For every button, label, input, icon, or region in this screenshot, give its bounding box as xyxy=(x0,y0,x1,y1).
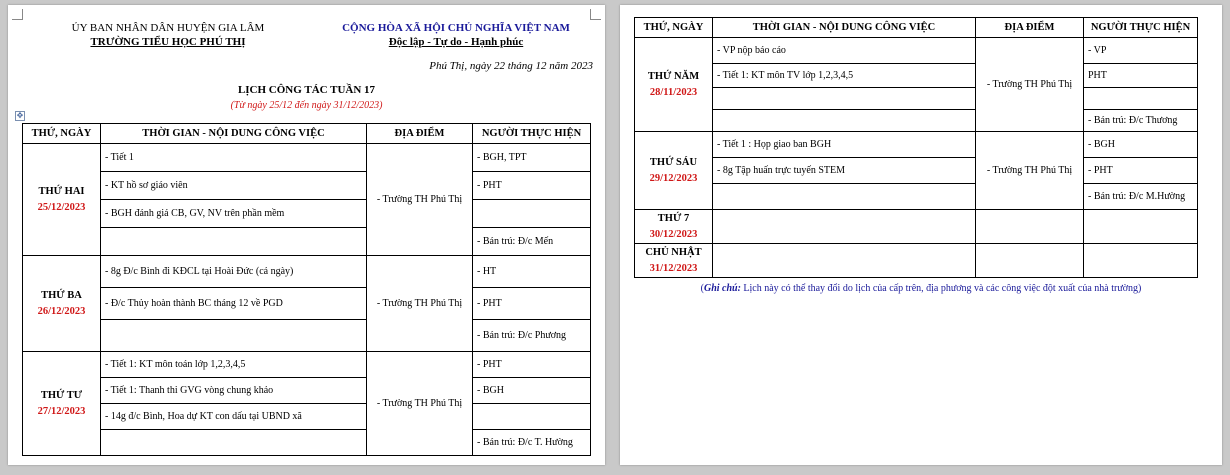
table-row xyxy=(23,430,591,456)
table-row xyxy=(635,38,1198,64)
table-move-handle-icon[interactable]: ✥ xyxy=(16,111,24,120)
task-cell xyxy=(713,184,976,210)
task-cell: - Tiết 1 : Họp giao ban BGH xyxy=(713,132,976,158)
table-row xyxy=(635,184,1198,210)
table-row xyxy=(635,88,1198,110)
task-cell xyxy=(713,88,976,110)
person-cell: - Bán trú: Đ/c T. Hường xyxy=(473,430,591,456)
table-row xyxy=(635,64,1198,88)
person-cell: - Bán trú: Đ/c M.Hường xyxy=(1084,184,1198,210)
task-cell: - BGH đánh giá CB, GV, NV trên phần mềm xyxy=(101,200,367,228)
document-page-2 xyxy=(620,5,1222,465)
person-cell xyxy=(473,200,591,228)
person-cell: PHT xyxy=(1084,64,1198,88)
person-cell: - PHT xyxy=(473,352,591,378)
day-cell xyxy=(635,244,713,278)
school-name: TRƯỜNG TIỂU HỌC PHÚ THỊ xyxy=(90,36,246,48)
table-row xyxy=(23,200,591,228)
task-cell xyxy=(101,430,367,456)
republic-title: CỘNG HÒA XÃ HỘI CHỦ NGHĨA VIỆT NAM xyxy=(342,22,570,34)
person-cell: - PHT xyxy=(473,288,591,320)
person-cell xyxy=(1084,210,1198,244)
task-cell xyxy=(713,210,976,244)
task-cell: - 8g Tập huấn trực tuyến STEM xyxy=(713,158,976,184)
day-date: 28/11/2023 xyxy=(649,86,698,98)
person-cell: - Bán trú: Đ/c Phương xyxy=(473,320,591,352)
day-cell xyxy=(23,256,101,352)
table-row xyxy=(635,210,1198,244)
location-cell: - Trường TH Phú Thị xyxy=(367,144,473,256)
task-cell xyxy=(713,244,976,278)
task-cell: - KT hồ sơ giáo viên xyxy=(101,172,367,200)
note-text: Lịch này có thể thay đổi do lịch của cấp trên, địa phương và các công việc đột xuất của nhà trường) xyxy=(740,283,1142,294)
schedule-table-part-1 xyxy=(22,123,591,456)
location-cell: - Trường TH Phú Thị xyxy=(976,132,1084,210)
date-line: Phú Thị, ngày 22 tháng 12 năm 2023 xyxy=(429,60,593,72)
person-cell: - PHT xyxy=(1084,158,1198,184)
footnote xyxy=(620,283,1222,294)
person-cell: - BGH, TPT xyxy=(473,144,591,172)
column-header: ĐỊA ĐIỂM xyxy=(367,124,473,144)
day-cell xyxy=(635,132,713,210)
person-cell: - BGH xyxy=(1084,132,1198,158)
day-name: THỨ SÁU xyxy=(649,156,698,168)
table-row xyxy=(23,404,591,430)
day-name: THỨ HAI xyxy=(38,185,85,197)
schedule-table-part-2 xyxy=(634,17,1198,278)
task-cell: - 14g đ/c Bình, Hoa dự KT con dấu tại UBND xã xyxy=(101,404,367,430)
person-cell xyxy=(1084,244,1198,278)
location-cell: - Trường TH Phú Thị xyxy=(367,352,473,456)
location-cell: - Trường TH Phú Thị xyxy=(976,38,1084,132)
person-cell: - Bán trú: Đ/c Thương xyxy=(1084,110,1198,132)
column-header: THỨ, NGÀY xyxy=(23,124,101,144)
table-row xyxy=(23,288,591,320)
day-date: 27/12/2023 xyxy=(37,405,86,417)
table-header-row xyxy=(23,124,591,144)
day-date: 30/12/2023 xyxy=(649,228,698,240)
day-name: CHỦ NHẬT xyxy=(645,246,702,258)
table-row xyxy=(23,320,591,352)
note-label: Ghi chú: xyxy=(703,283,741,294)
table-row xyxy=(635,110,1198,132)
day-name: THỨ 7 xyxy=(657,212,690,224)
person-cell xyxy=(1084,88,1198,110)
day-date: 29/12/2023 xyxy=(649,172,698,184)
document-page-1 xyxy=(8,5,605,465)
task-cell xyxy=(101,228,367,256)
table-row xyxy=(23,172,591,200)
person-cell: - BGH xyxy=(473,378,591,404)
table-row xyxy=(23,352,591,378)
day-date: 31/12/2023 xyxy=(649,262,698,274)
header-right xyxy=(326,21,586,49)
task-cell: - Tiết 1 xyxy=(101,144,367,172)
day-name: THỨ TƯ xyxy=(40,389,83,401)
person-cell: - PHT xyxy=(473,172,591,200)
person-cell: - Bán trú: Đ/c Mến xyxy=(473,228,591,256)
location-cell: - Trường TH Phú Thị xyxy=(367,256,473,352)
schedule-subtitle: (Từ ngày 25/12 đến ngày 31/12/2023) xyxy=(230,100,383,111)
table-row xyxy=(635,158,1198,184)
table-row xyxy=(635,244,1198,278)
task-cell xyxy=(713,110,976,132)
column-header: NGƯỜI THỰC HIỆN xyxy=(473,124,591,144)
column-header: THỨ, NGÀY xyxy=(635,18,713,38)
day-cell xyxy=(635,38,713,132)
day-cell xyxy=(23,352,101,456)
day-name: THỨ BA xyxy=(41,289,82,301)
table-header-row xyxy=(635,18,1198,38)
table-row xyxy=(23,144,591,172)
location-cell xyxy=(976,210,1084,244)
day-cell xyxy=(635,210,713,244)
task-cell: - Tiết 1: Thanh thi GVG vòng chung khảo xyxy=(101,378,367,404)
column-header: NGƯỜI THỰC HIỆN xyxy=(1084,18,1198,38)
task-cell: - Tiết 1: KT môn TV lớp 1,2,3,4,5 xyxy=(713,64,976,88)
table-row xyxy=(635,132,1198,158)
crop-mark xyxy=(12,9,23,20)
day-date: 26/12/2023 xyxy=(37,305,86,317)
task-cell: - VP nộp báo cáo xyxy=(713,38,976,64)
column-header: THỜI GIAN - NỘI DUNG CÔNG VIỆC xyxy=(713,18,976,38)
day-name: THỨ NĂM xyxy=(647,70,700,82)
day-date: 25/12/2023 xyxy=(37,201,86,213)
day-cell xyxy=(23,144,101,256)
table-row xyxy=(23,228,591,256)
motto: Độc lập - Tự do - Hạnh phúc xyxy=(388,36,524,48)
task-cell: - Tiết 1: KT môn toán lớp 1,2,3,4,5 xyxy=(101,352,367,378)
person-cell: - HT xyxy=(473,256,591,288)
location-cell xyxy=(976,244,1084,278)
schedule-title: LỊCH CÔNG TÁC TUẦN 17 xyxy=(237,84,376,96)
person-cell: - VP xyxy=(1084,38,1198,64)
task-cell: - 8g Đ/c Bình đi KĐCL tại Hoài Đức (cả ngày) xyxy=(101,256,367,288)
crop-mark xyxy=(590,9,601,20)
note-open: ( xyxy=(700,283,704,294)
task-cell: - Đ/c Thủy hoàn thành BC tháng 12 về PGD xyxy=(101,288,367,320)
column-header: ĐỊA ĐIỂM xyxy=(976,18,1084,38)
header-left xyxy=(68,21,268,49)
agency-name: ỦY BAN NHÂN DÂN HUYỆN GIA LÂM xyxy=(71,22,265,34)
table-row xyxy=(23,378,591,404)
person-cell xyxy=(473,404,591,430)
task-cell xyxy=(101,320,367,352)
table-row xyxy=(23,256,591,288)
column-header: THỜI GIAN - NỘI DUNG CÔNG VIỆC xyxy=(101,124,367,144)
